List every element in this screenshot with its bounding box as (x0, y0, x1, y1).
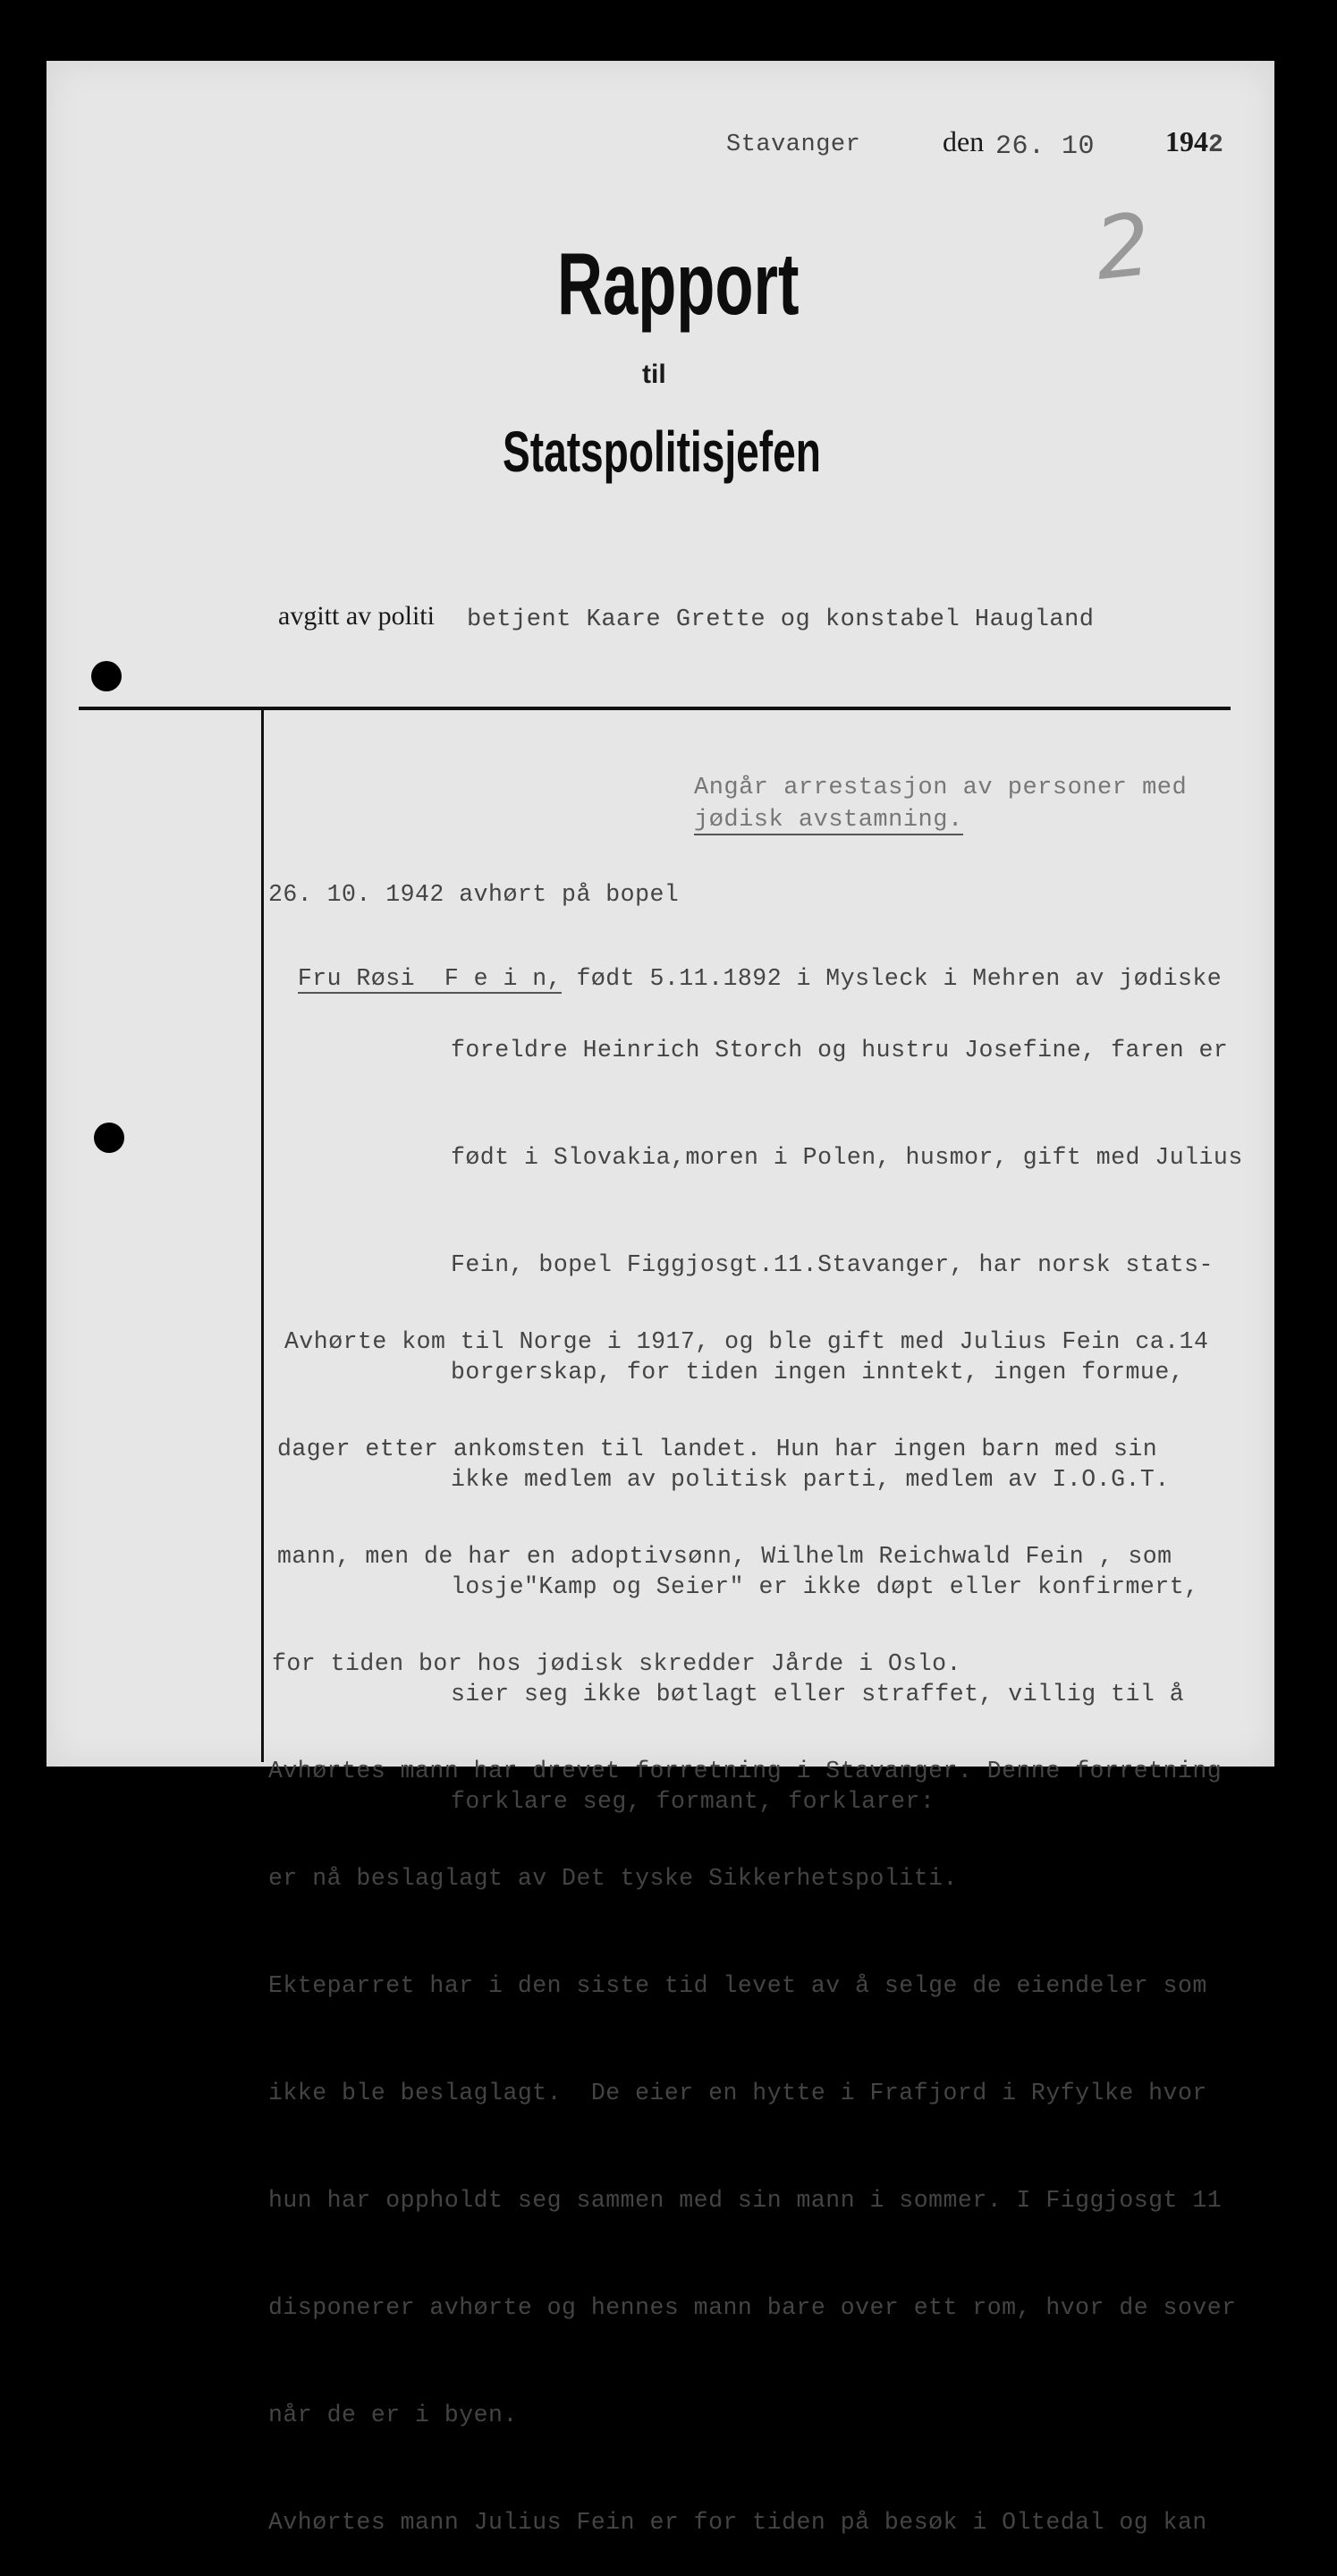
date: 26. 10 (995, 131, 1096, 162)
para1-line: født i Slovakia,moren i Polen, husmor, gift med Julius (451, 1144, 1243, 1171)
person-name: Fru Røsi F e i n, (297, 965, 563, 992)
recipient: Statspolitisjefen (503, 419, 821, 484)
margin-rule (261, 710, 264, 1762)
para2-line: Ekteparret har i den siste tid levet av å selge de eiendeler som (268, 1972, 1207, 1999)
para1-line: født 5.11.1892 i Mysleck i Mehren av jødiske (562, 965, 1223, 992)
issued-by-value: betjent Kaare Grette og konstabel Haugland (467, 606, 1095, 633)
para2-line: dager etter ankomsten til landet. Hun har ingen barn med sin (277, 1436, 1158, 1462)
subject-line-1: Angår arrestasjon av personer med (694, 775, 1188, 801)
year: 1942 (1165, 125, 1224, 159)
para1-line: foreldre Heinrich Storch og hustru Josefine, faren er (451, 1037, 1229, 1063)
para1-line: forklare seg, formant, forklarer: (451, 1788, 935, 1815)
handwritten-page-number: 2 (1090, 194, 1155, 300)
para2-line: ikke ble beslaglagt. De eier en hytte i Frafjord i Ryfylke hvor (268, 2080, 1207, 2106)
interview-line: 26. 10. 1942 avhørt på bopel (268, 881, 680, 908)
horizontal-rule (79, 707, 1231, 710)
para2-line: er nå beslaglagt av Det tyske Sikkerhetspoliti. (268, 1865, 958, 1892)
issued-by-label: avgitt av politi (278, 601, 435, 631)
til-label: til (642, 360, 666, 389)
punch-hole (91, 661, 122, 691)
place: Stavanger (726, 131, 861, 158)
den-label: den (943, 125, 985, 157)
punch-hole (94, 1123, 124, 1153)
para1-line: ikke medlem av politisk parti, medlem av I.O.G.T. (451, 1466, 1170, 1493)
para2-line: disponerer avhørte og hennes mann bare over ett rom, hvor de sover (268, 2294, 1237, 2321)
para2-line: hun har oppholdt seg sammen med sin mann i sommer. I Figgjosgt 11 (268, 2187, 1223, 2214)
para2-line: Avhørtes mann har drevet forretning i Stavanger. Denne forretning (268, 1758, 1223, 1784)
subject-line-2: jødisk avstamning. (694, 807, 963, 834)
para2-line: mann, men de har en adoptivsønn, Wilhelm Reichwald Fein , som (277, 1543, 1172, 1570)
para2-line: Avhørte kom til Norge i 1917, og ble gift med Julius Fein ca.14 (284, 1328, 1209, 1355)
page-title: Rapport (557, 234, 800, 333)
para2-line: når de er i byen. (268, 2402, 518, 2428)
para1-line: sier seg ikke bøtlagt eller straffet, villig til å (451, 1681, 1185, 1707)
para2-line: for tiden bor hos jødisk skredder Jårde i Oslo. (272, 1650, 961, 1677)
statement (268, 1252, 1237, 2576)
para2-line: Avhørtes mann Julius Fein er for tiden på besøk i Oltedal og kan (268, 2509, 1207, 2536)
para1-line: losje"Kamp og Seier" er ikke døpt eller konfirmert, (451, 1573, 1199, 1600)
para1-line: Fein, bopel Figgjosgt.11.Stavanger, har norsk stats- (451, 1251, 1214, 1278)
para1-line: borgerskap, for tiden ingen inntekt, ingen formue, (451, 1359, 1185, 1385)
